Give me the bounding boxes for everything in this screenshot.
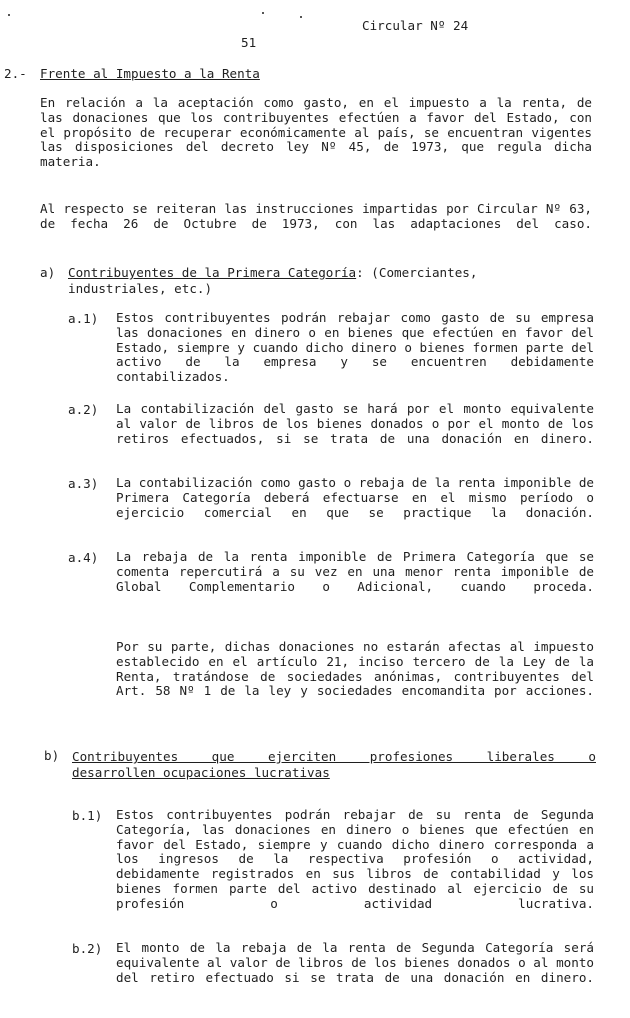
section-number: 2.- <box>4 66 27 81</box>
item-marker: a.1) <box>68 311 99 326</box>
list-item: Estos contribuyentes podrán rebajar de su renta de Segunda Categoría, las donaciones en dinero o bienes que efectúen en favor del Estado, siempre y cuando dicho dinero corresponda a los ingresos de la respectiva profesión o actividad, debidamente registrados en sus libros de contabilidad y los bienes formen parte del activo destinado al ejercicio de su profesión o actividad lucrativa. <box>116 807 594 911</box>
item-marker: b.2) <box>72 941 103 956</box>
scan-speck <box>8 14 10 16</box>
part-a-heading-line2: industriales, etc.) <box>68 281 213 296</box>
scan-speck <box>262 12 264 14</box>
scan-speck <box>300 16 302 18</box>
page-number: 51 <box>241 35 257 50</box>
list-item: La contabilización del gasto se hará por el monto equivalente al valor de libros de los bienes donados o por el monto de los retiros efectuados, si se trata de una donación en dinero. <box>116 401 594 446</box>
list-item: La rebaja de la renta imponible de Primera Categoría que se comenta repercutirá a su vez en una menor renta imponible de Global Complementario o Adicional, cuando proceda. <box>116 549 594 594</box>
part-a-title: Contribuyentes de la Primera Categoría <box>68 265 357 280</box>
part-a-title-suffix: : (Comerciantes, <box>356 265 478 280</box>
circular-number: Circular Nº 24 <box>362 18 469 33</box>
intro-paragraph: Al respecto se reiteran las instrucciones impartidas por Circular Nº 63, de fecha 26 de Octubre de 1973, con las adaptaciones del caso. <box>40 201 592 231</box>
intro-paragraph: En relación a la aceptación como gasto, en el impuesto a la renta, de las donaciones que los contribuyentes efectúen a favor del Estado, con el propósito de recuperar económicamente al país, se encuentran vigentes las disposiciones del decreto ley Nº 45, de 1973, que regula dicha materia. <box>40 95 592 170</box>
list-item: El monto de la rebaja de la renta de Segunda Categoría será equivalente al valor de libros de los bienes donados o al monto del retiro efectuado si se trata de una donación en dinero. <box>116 940 594 985</box>
part-a-heading <box>68 265 477 280</box>
part-b-title: Contribuyentes que ejerciten profesiones liberales o <box>72 749 596 764</box>
item-marker: a.4) <box>68 550 99 565</box>
item-marker: b.1) <box>72 808 103 823</box>
section-title: Frente al Impuesto a la Renta <box>40 66 260 81</box>
item-marker: a.2) <box>68 402 99 417</box>
list-item: Estos contribuyentes podrán rebajar como gasto de su empresa las donaciones en dinero o en bienes que efectúen en favor del Estado, siempre y cuando dicho dinero o bienes formen parte del activo de la empresa y se encuentren debidamente contabilizados. <box>116 310 594 385</box>
part-b-marker: b) <box>44 748 60 763</box>
closing-paragraph: Por su parte, dichas donaciones no estarán afectas al impuesto establecido en el artículo 21, inciso tercero de la Ley de la Renta, tratándose de sociedades anónimas, contribuyentes del Art. 58 Nº 1 de la ley y sociedades encomandita por acciones. <box>116 639 594 699</box>
part-a-marker: a) <box>40 265 56 280</box>
part-b-title-line2: desarrollen ocupaciones lucrativas <box>72 765 330 780</box>
list-item: La contabilización como gasto o rebaja de la renta imponible de Primera Categoría deberá efectuarse en el mismo período o ejercicio comercial en que se practique la donación. <box>116 475 594 520</box>
item-marker: a.3) <box>68 476 99 491</box>
